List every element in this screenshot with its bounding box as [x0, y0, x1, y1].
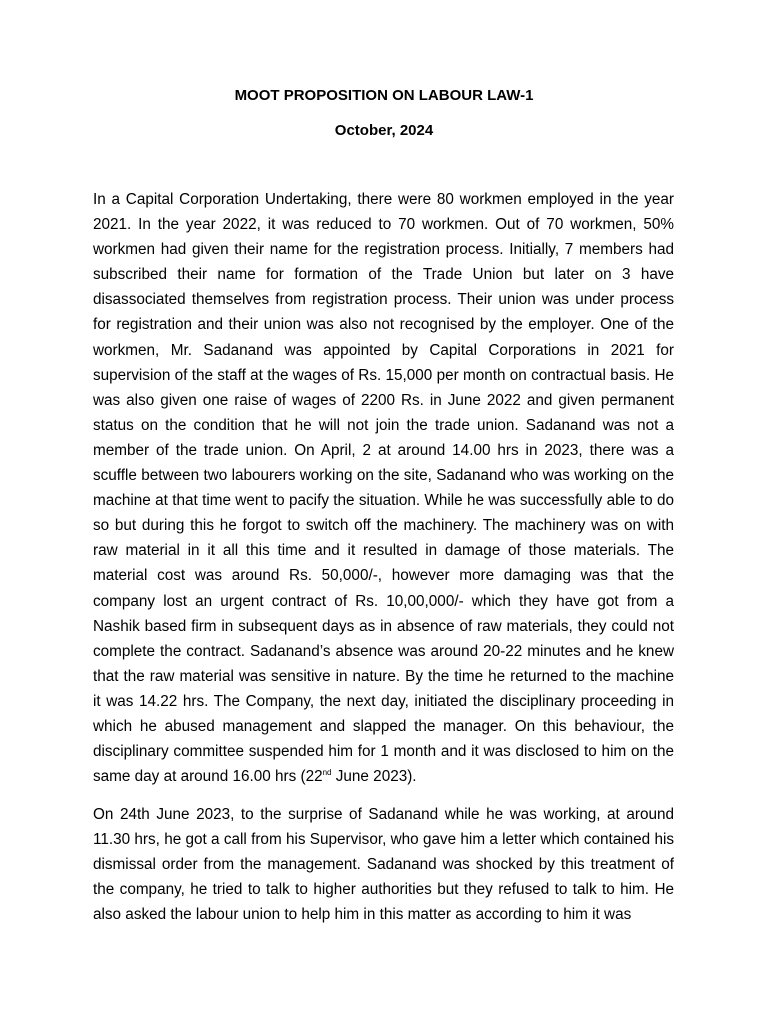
body-paragraph-2: On 24th June 2023, to the surprise of Sadanand while he was working, at around 11.30 hrs, he got a call from his Supervisor, who gave him a letter which contained his dismissal order from the management. Sadanand was shocked by this treatment of the company, he tried to talk to higher authorities but they refused to talk to him. He also asked the labour union to help him in this matter as according to him it was	[93, 806, 674, 924]
document-title: MOOT PROPOSITION ON LABOUR LAW-1	[234, 87, 534, 104]
body-paragraph-1	[93, 187, 674, 789]
paragraph-1-text-end: June 2023).	[331, 768, 417, 786]
ordinal-superscript: nd	[322, 768, 332, 778]
document-date: October, 2024	[334, 122, 434, 139]
paragraph-1-text: In a Capital Corporation Undertaking, there were 80 workmen employed in the year 2021. In the year 2022, it was reduced to 70 workmen. Out of 70 workmen, 50% workmen had given their name for the registration process. Initially, 7 members had subscribed their name for formation of the Trade Union but later on 3 have disassociated themselves from registration process. Their union was under process for registration and their union was also not recognised by the employer. One of the workmen, Mr. Sadanand was appointed by Capital Corporations in 2021 for supervision of the staff at the wages of Rs. 15,000 per month on contractual basis. He was also given one raise of wages of 2200 Rs. in June 2022 and given permanent status on the condition that he will not join the trade union. Sadanand was not a member of the trade union. On April, 2 at around 14.00 hrs in 2023, there was a scuffle between two labourers working on the site, Sadanand who was working on the machine at that time went to pacify the situation. While he was successfully able to do so but during this he forgot to switch off the machinery. The machinery was on with raw material in it all this time and it resulted in damage of those materials. The material cost was around Rs. 50,000/-, however more damaging was that the company lost an urgent contract of Rs. 10,00,000/- which they have got from a Nashik based firm in subsequent days as in absence of raw materials, they could not complete the contract. Sadanand’s absence was around 20-22 minutes and he knew that the raw material was sensitive in nature. By the time he returned to the machine it was 14.22 hrs. The Company, the next day, initiated the disciplinary proceeding in which he abused management and slapped the manager. On this behaviour, the disciplinary committee suspended him for 1 month and it was disclosed to him on the same day at around 16.00 hrs (22	[93, 191, 674, 786]
